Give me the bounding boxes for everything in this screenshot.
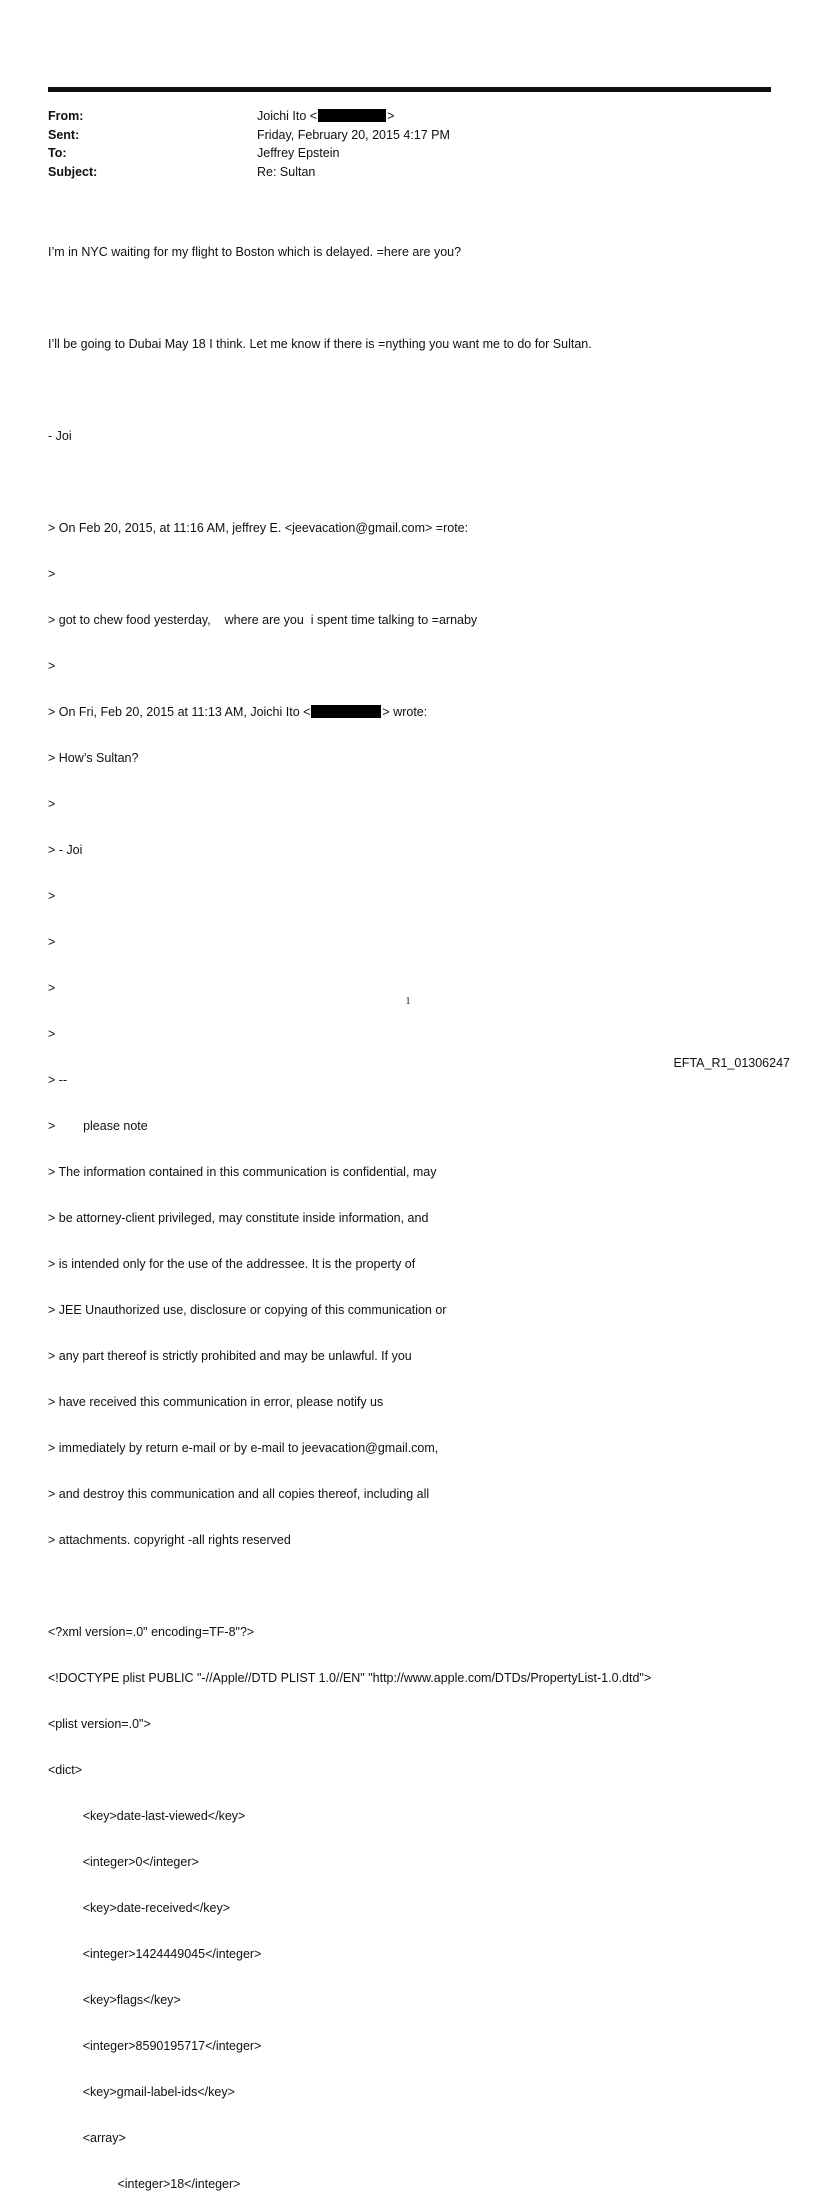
quoted-line: > (48, 1027, 56, 1041)
disclaimer-line: > have received this communication in error, please notify us (48, 1395, 384, 1409)
disclaimer-line: > be attorney-client privileged, may constitute inside information, and (48, 1211, 429, 1225)
from-value: Joichi Ito < > (257, 109, 395, 123)
quoted-line: > got to chew food yesterday, where are you i spent time talking to =arnaby (48, 613, 478, 627)
xml-line: <!DOCTYPE plist PUBLIC "-//Apple//DTD PLIST 1.0//EN" "http://www.apple.com/DTDs/PropertyList-1.0.dtd"> (48, 1671, 652, 1685)
xml-line: <key>flags</key> (48, 1993, 181, 2007)
disclaimer-line: > immediately by return e-mail or by e-mail to jeevacation@gmail.com, (48, 1441, 439, 1455)
from-label: From: (48, 109, 84, 123)
disclaimer-line: > is intended only for the use of the addressee. It is the property of (48, 1257, 416, 1271)
xml-line: <key>gmail-label-ids</key> (48, 2085, 235, 2099)
header-rule (48, 87, 771, 92)
to-label: To: (48, 146, 67, 160)
signature: - Joi (48, 429, 72, 443)
email-body (48, 215, 651, 2207)
to-value: Jeffrey Epstein (257, 146, 340, 160)
xml-line: <integer>0</integer> (48, 1855, 199, 1869)
sent-label: Sent: (48, 127, 80, 142)
disclaimer-line: > The information contained in this communication is confidential, may (48, 1165, 437, 1179)
xml-line: <?xml version=.0" encoding=TF-8"?> (48, 1625, 255, 1639)
quoted-line: > (48, 935, 56, 949)
email-header (48, 107, 450, 181)
sent-value: Friday, February 20, 2015 4:17 PM (257, 127, 450, 142)
body-line: I’m in NYC waiting for my flight to Boston which is delayed. =here are you? (48, 245, 462, 259)
subject-value: Re: Sultan (257, 164, 316, 179)
redaction-box (318, 109, 386, 122)
quoted-line: > On Feb 20, 2015, at 11:16 AM, jeffrey E. <jeevacation@gmail.com> =rote: (48, 521, 469, 535)
quoted-line: > (48, 797, 56, 811)
quoted-line: > (48, 567, 56, 581)
quoted-line: > (48, 981, 56, 995)
subject-row (48, 163, 450, 182)
disclaimer-line: > attachments. copyright -all rights reserved (48, 1533, 291, 1547)
page-number: 1 (405, 996, 411, 1007)
disclaimer-line: > JEE Unauthorized use, disclosure or copying of this communication or (48, 1303, 447, 1317)
quoted-line: > - Joi (48, 843, 83, 857)
from-row (48, 107, 450, 126)
quoted-line: > (48, 659, 56, 673)
quoted-line: > -- (48, 1073, 68, 1087)
xml-line: <key>date-received</key> (48, 1901, 231, 1915)
disclaimer-line: > any part thereof is strictly prohibited and may be unlawful. If you (48, 1349, 412, 1363)
quoted-line: > On Fri, Feb 20, 2015 at 11:13 AM, Joichi Ito < > wrote: (48, 705, 428, 719)
xml-line: <plist version=.0"> (48, 1717, 151, 1731)
quoted-line: > please note (48, 1119, 148, 1133)
to-row (48, 144, 450, 163)
disclaimer-line: > and destroy this communication and all copies thereof, including all (48, 1487, 430, 1501)
subject-label: Subject: (48, 164, 98, 179)
quoted-line: > How’s Sultan? (48, 751, 139, 765)
xml-line: <array> (48, 2131, 126, 2145)
xml-line: <integer>1424449045</integer> (48, 1947, 262, 1961)
body-line: I’ll be going to Dubai May 18 I think. Let me know if there is =nything you want me to do for Sultan. (48, 337, 592, 351)
redaction-box (311, 705, 381, 718)
xml-line: <dict> (48, 1763, 83, 1777)
xml-line: <key>date-last-viewed</key> (48, 1809, 246, 1823)
xml-line: <integer>18</integer> (48, 2177, 241, 2191)
sent-row (48, 126, 450, 145)
xml-line: <integer>8590195717</integer> (48, 2039, 262, 2053)
document-id: EFTA_R1_01306247 (673, 1056, 790, 1070)
quoted-line: > (48, 889, 56, 903)
